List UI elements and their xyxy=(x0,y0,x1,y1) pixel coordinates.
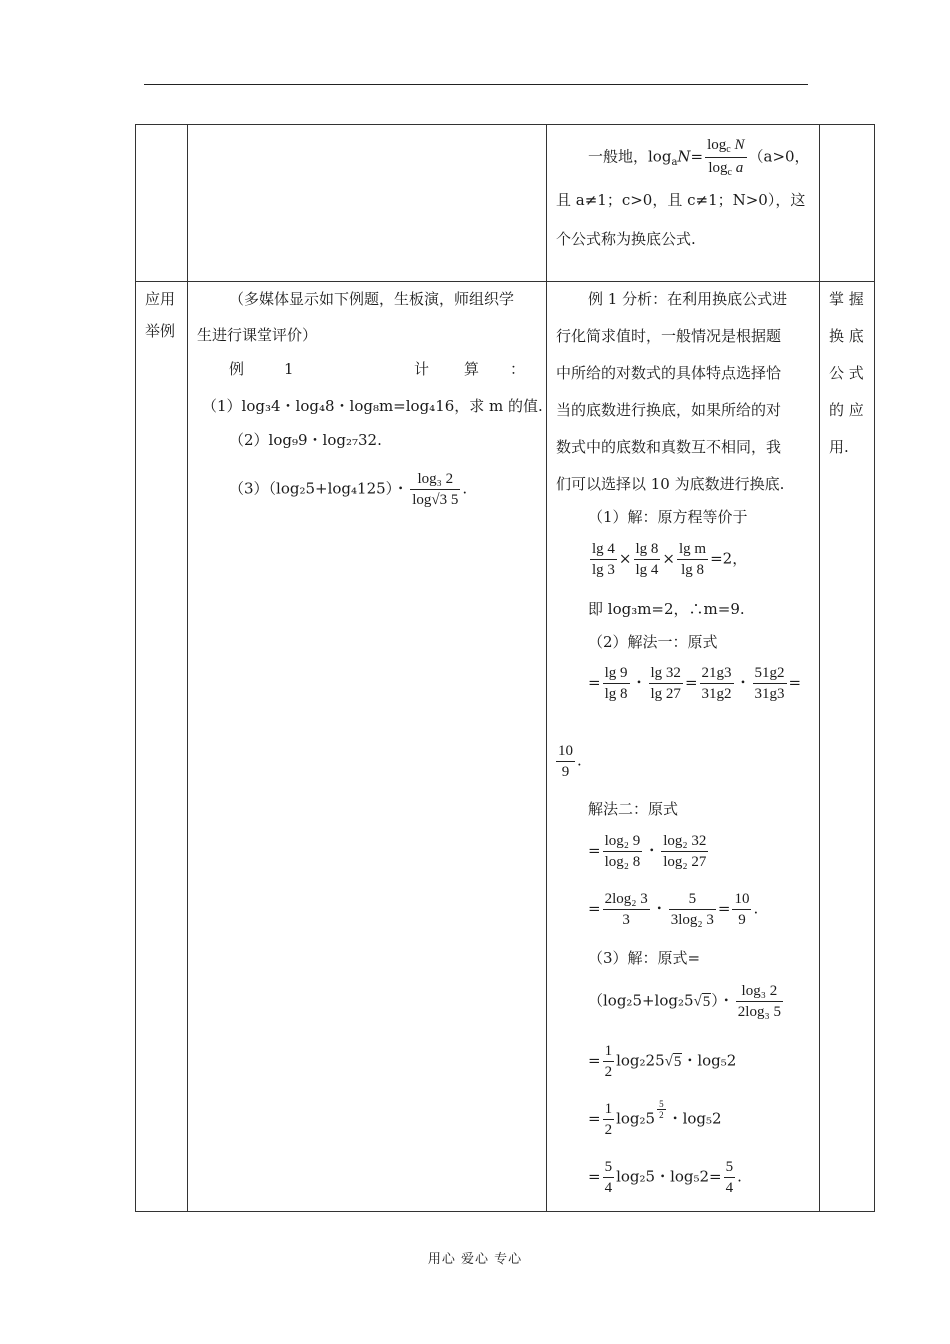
solution-3-head: （3）解：原式= xyxy=(588,949,701,967)
section-label-line-2: 举例 xyxy=(145,322,176,340)
example-ji: 计 xyxy=(414,360,430,378)
page-footer: 用心 爱心 专心 xyxy=(427,1252,523,1267)
question-1: （1）log₃4・log₄8・log₈m=log₄16，求 m 的值. xyxy=(202,397,543,415)
analysis-line-1: 例 1 分析：在利用换底公式进 xyxy=(588,290,788,308)
analysis-line-5: 数式中的底数和真数互不相同，我 xyxy=(556,438,782,456)
solution-3-line-1: （log₂5+log₂5√5）・ $\frac{\text{log₃ 2}}{\text{2log₃ 5}}$ xyxy=(588,983,781,1020)
objective-line-1: 掌 握 xyxy=(829,290,864,308)
change-of-base-fraction: $\frac{\log_c N}{\log_c a}$ xyxy=(707,137,745,178)
example-colon: ： xyxy=(510,360,526,378)
header-rule xyxy=(144,84,808,85)
solution-2-equation: = $\frac{\lg 9}{\lg 8}$ ・ $\frac{\lg 32}{\lg 27}$ = $\frac{21g3}{31g2}$ ・ $\frac{51g2}{31g3}$ = xyxy=(588,665,802,702)
intro-line-2: 生进行课堂评价） xyxy=(197,326,318,344)
question-3: （3）（log₂5+log₄125）・ $\frac{\text{log₃ 2}}{\log√3 5}$ . xyxy=(229,471,468,508)
col-divider-2 xyxy=(546,125,547,1211)
example-label: 例 xyxy=(229,360,245,378)
intro-line-1: （多媒体显示如下例题，生板演，师组织学 xyxy=(229,290,515,308)
analysis-line-2: 行化简求值时，一般情况是根据题 xyxy=(556,327,782,345)
objective-line-4: 的 应 xyxy=(829,401,864,419)
solution-2-head: （2）解法一：原式 xyxy=(588,633,718,651)
formula-line-2: 且 a≠1；c>0，且 c≠1；N>0），这 xyxy=(556,191,806,209)
solution-1-equation: $\frac{\lg 4}{\lg 3}$ × $\frac{\lg 8}{\lg 4}$ × $\frac{\text{lg m}}{\lg 8}$ =2， xyxy=(592,541,748,578)
solution-3-line-3: = $\frac{1}{2}$ log₂5 $\frac{5}{2}$ ・log₅2 xyxy=(588,1099,722,1138)
analysis-line-4: 当的底数进行换底，如果所给的对 xyxy=(556,401,782,419)
col-divider-1 xyxy=(187,125,188,1211)
col-divider-3 xyxy=(819,125,820,1211)
solution-2b-head: 解法二：原式 xyxy=(588,800,679,818)
section-label-line-1: 应用 xyxy=(145,290,176,308)
analysis-line-6: 们可以选择以 10 为底数进行换底. xyxy=(556,475,785,493)
lesson-table xyxy=(135,124,875,1212)
formula-line-1: 一般地，$\log_aN=$ $\frac{\log_c N}{\log_c a}$ （a>0， xyxy=(588,137,810,178)
formula-line-3: 个公式称为换底公式. xyxy=(556,230,696,248)
solution-2b-line-2: = $\frac{\text{2log₂ 3}}{3}$ ・ $\frac{5}{\text{3log₂ 3}}$ = $\frac{10}{9}$ . xyxy=(588,891,759,928)
solution-3-line-4: = $\frac{5}{4}$ log₂5・log₅2= $\frac{5}{4}$ . xyxy=(588,1159,742,1196)
solution-2b-line-1: = $\frac{\text{log₂ 9}}{\text{log₂ 8}}$ ・ $\frac{\text{log₂ 32}}{\text{log₂ 27}}$ xyxy=(588,833,707,870)
example-number: 1 xyxy=(284,360,294,378)
solution-2-result: $\frac{10}{9}$ . xyxy=(558,743,582,780)
solution-1-result: 即 log₃m=2，∴m=9. xyxy=(588,600,745,618)
solution-3-line-2: = $\frac{1}{2}$ log₂25√5・log₅2 xyxy=(588,1043,737,1080)
example-suan: 算 xyxy=(464,360,480,378)
objective-line-5: 用. xyxy=(829,438,849,456)
objective-line-2: 换 底 xyxy=(829,327,864,345)
solution-1-head: （1）解：原方程等价于 xyxy=(588,508,748,526)
analysis-line-3: 中所给的对数式的具体特点选择恰 xyxy=(556,364,782,382)
objective-line-3: 公 式 xyxy=(829,364,864,382)
question-2: （2）log₉9・log₂₇32. xyxy=(229,431,382,449)
row-divider xyxy=(136,281,874,282)
